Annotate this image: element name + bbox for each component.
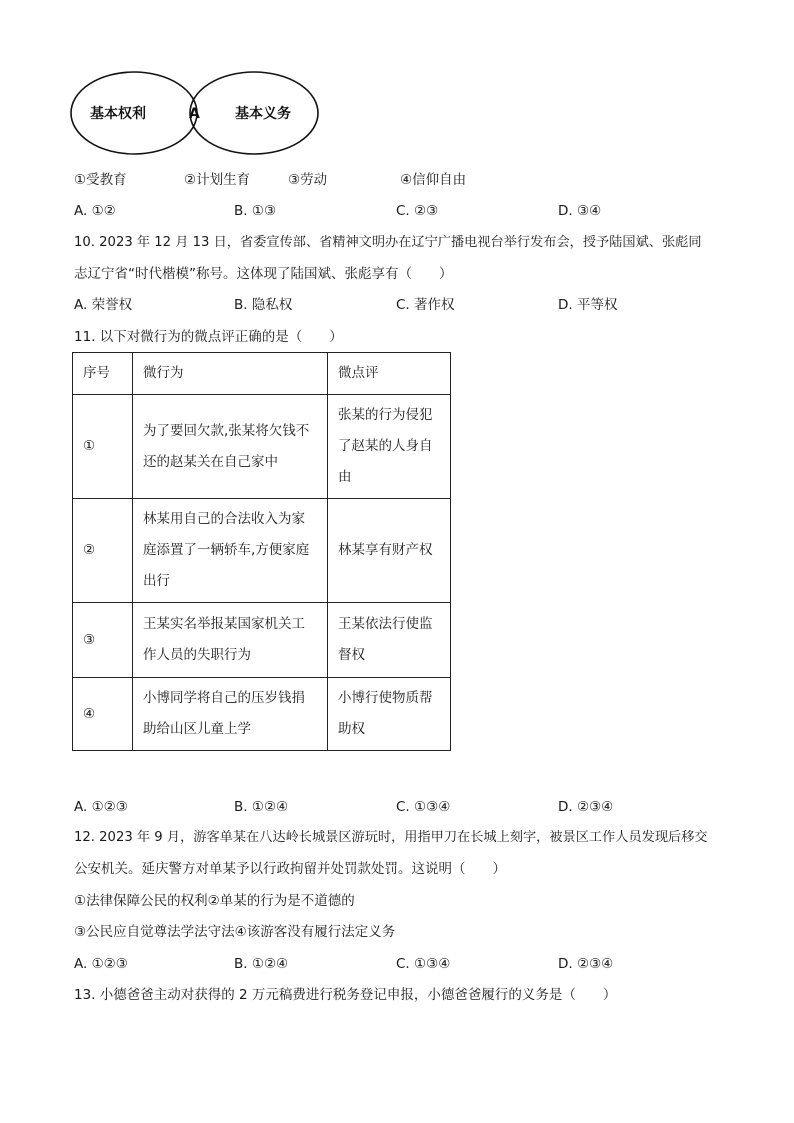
q10-option-d: D. 平等权 [558,297,618,313]
q13-stem: 13. 小德爸爸主动对获得的 2 万元稿费进行税务登记申报，小德爸爸履行的义务是（ ） [74,987,617,1003]
table-row [73,603,451,678]
row-behavior-line: 为了要回欠款,张某将欠钱不 [143,422,310,439]
row-behavior [133,678,328,751]
venn-center-label: A [189,106,200,122]
table-row [73,395,451,499]
row-comment-line: 助权 [338,721,365,737]
row-comment-line: 林某享有财产权 [338,542,433,558]
row-behavior-line: 助给山区儿童上学 [143,721,251,737]
q12-stem-line1: 12. 2023 年 9 月，游客单某在八达岭长城景区游玩时，用指甲刀在长城上刻字，被景区工作人员发现后移交 [74,830,708,845]
row-comment [328,395,451,499]
venn-diagram [70,70,322,160]
q12-option-c: C. ①③④ [396,956,451,972]
row-comment-line: 王某依法行使监 [338,616,433,632]
row-comment [328,499,451,603]
row-comment [328,678,451,751]
row-behavior-line: 还的赵某关在自己家中 [143,453,278,470]
q12-option-a: A. ①②③ [74,956,128,972]
row-comment-line: 张某的行为侵犯 [338,407,433,423]
row-behavior-line: 庭添置了一辆轿车,方便家庭 [143,542,310,558]
row-no: ① [73,395,133,499]
q9-option-d: D. ③④ [558,203,602,219]
q12-stem-line2: 公安机关。延庆警方对单某予以行政拘留并处罚款处罚。这说明（ ） [74,861,506,877]
q11-stem: 11. 以下对微行为的微点评正确的是（ ） [74,329,343,345]
row-behavior-line: 王某实名举报某国家机关工 [143,616,305,632]
q11-option-b: B. ①②④ [234,799,289,815]
q9-option-a: A. ①② [74,203,116,219]
header-comment: 微点评 [328,353,451,395]
row-behavior [133,499,328,603]
q12-option-d: D. ②③④ [558,956,614,972]
q11-option-c: C. ①③④ [396,799,451,815]
q9-item-1: ①受教育 [74,172,127,188]
row-comment [328,603,451,678]
row-behavior-line: 小博同学将自己的压岁钱捐 [143,690,305,706]
venn-right-label: 基本义务 [235,106,291,122]
row-behavior-line: 林某用自己的合法收入为家 [143,511,305,527]
row-no: ② [73,499,133,603]
q10-stem-line1: 10. 2023 年 12 月 13 日，省委宣传部、省精神文明办在辽宁广播电视台举行发布会，授予陆国斌、张彪同 [74,235,702,250]
q11-option-d: D. ②③④ [558,799,614,815]
table-header-row [73,353,451,395]
q10-option-c: C. 著作权 [396,297,455,313]
row-comment-line: 由 [338,469,352,485]
row-no: ③ [73,603,133,678]
q9-item-2: ②计划生育 [184,172,251,188]
row-comment-line: 小博行使物质帮 [338,690,433,706]
q12-statement-line2: ③公民应自觉尊法学法守法④该游客没有履行法定义务 [74,924,396,940]
header-behavior: 微行为 [133,353,328,395]
q9-option-b: B. ①③ [234,203,277,219]
table-row [73,678,451,751]
q9-item-4: ④信仰自由 [400,172,467,188]
q10-option-b: B. 隐私权 [234,297,293,313]
row-no: ④ [73,678,133,751]
q11-option-a: A. ①②③ [74,799,128,815]
header-no: 序号 [73,353,133,395]
table-row [73,499,451,603]
row-comment-line: 督权 [338,647,365,663]
row-behavior-line: 作人员的失职行为 [143,647,251,663]
q10-stem-line2: 志辽宁省“时代楷模”称号。这体现了陆国斌、张彪享有（ ） [74,266,453,282]
q9-item-3: ③劳动 [288,172,328,188]
row-behavior [133,603,328,678]
venn-left-label: 基本权利 [90,106,146,122]
q12-option-b: B. ①②④ [234,956,289,972]
row-behavior-line: 出行 [143,573,170,589]
q10-option-a: A. 荣誉权 [74,297,133,313]
q12-statement-line1: ①法律保障公民的权利②单某的行为是不道德的 [74,893,355,909]
q11-table [72,352,451,751]
row-behavior [133,395,328,499]
q9-option-c: C. ②③ [396,203,439,219]
row-comment-line: 了赵某的人身自 [338,438,433,454]
